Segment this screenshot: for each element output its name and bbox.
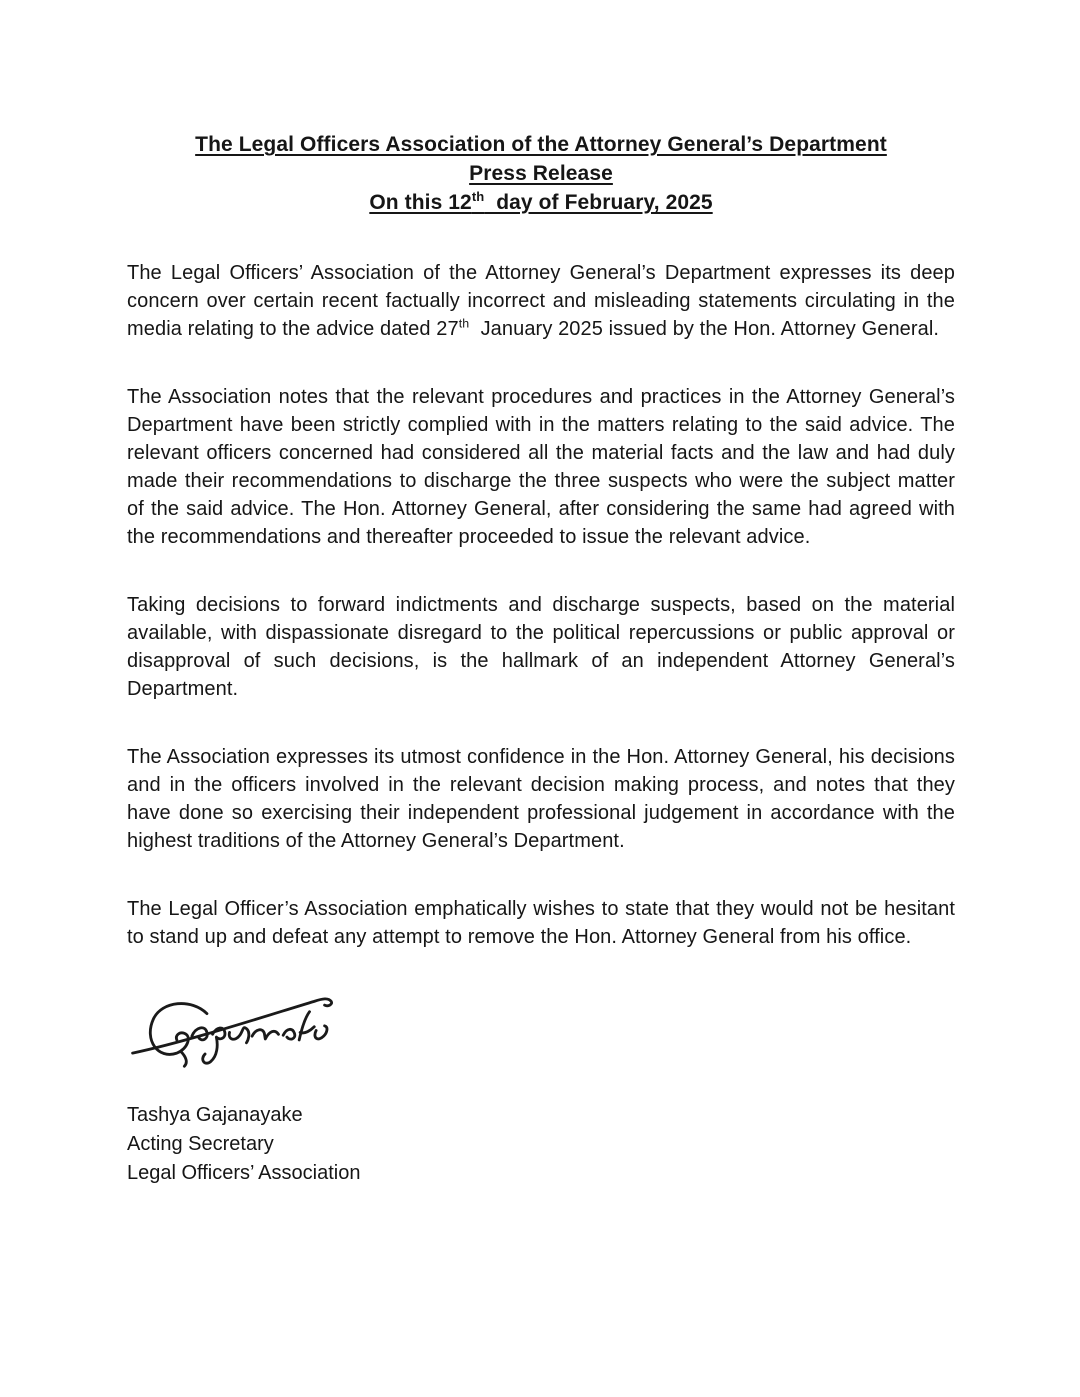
- document-subtitle: [127, 159, 955, 188]
- signature-block: [127, 991, 955, 1188]
- paragraph-1-text-after: January 2025 issued by the Hon. Attorney General.: [469, 318, 940, 340]
- document-date-text: [369, 191, 712, 214]
- paragraph-4: The Association expresses its utmost confidence in the Hon. Attorney General, his decisions and in the officers involved in the relevant decision making process, and notes that they have done so exercising their independent professional judgement in accordance with the highest traditions of the Attorney General’s Department.: [127, 746, 955, 852]
- document-header: [127, 130, 955, 217]
- paragraph-1-text: The Legal Officers’ Association of the Attorney General’s Department expresses its deep concern over certain recent factually incorrect and misleading statements circulating in the media relating to the advice dated 27: [127, 262, 955, 340]
- paragraph-1-ordinal-superscript: th: [458, 316, 470, 331]
- signatory-organization: Legal Officers’ Association: [127, 1162, 361, 1184]
- signatory-details: [127, 1101, 955, 1188]
- document-title-text: The Legal Officers Association of the Attorney General’s Department: [195, 133, 887, 156]
- paragraph-3: Taking decisions to forward indictments and discharge suspects, based on the material available, with dispassionate disregard to the political repercussions or public approval or disapproval of such decisions, is the hallmark of an independent Attorney General’s Department.: [127, 594, 955, 700]
- signatory-name: Tashya Gajanayake: [127, 1104, 303, 1126]
- date-ordinal-superscript: th: [471, 189, 485, 204]
- signatory-title: Acting Secretary: [127, 1133, 274, 1155]
- paragraph-1: [127, 259, 955, 343]
- paragraph-2: The Association notes that the relevant procedures and practices in the Attorney General’s Department have been strictly complied with in the matters relating to the said advice. The relevant officers concerned had considered all the material facts and the law and had duly made their recommendations to discharge the three suspects who were the subject matter of the said advice. The Hon. Attorney General, after considering the same had agreed with the recommendations and thereafter proceeded to issue the relevant advice.: [127, 386, 955, 548]
- document-date-line: [127, 188, 955, 217]
- document-subtitle-text: Press Release: [469, 162, 613, 185]
- paragraph-5: The Legal Officer’s Association emphatically wishes to state that they would not be hesitant to stand up and defeat any attempt to remove the Hon. Attorney General from his office.: [127, 898, 955, 948]
- document-title: [127, 130, 955, 159]
- handwritten-signature: [129, 991, 347, 1071]
- date-prefix: On this 12: [369, 191, 472, 214]
- date-suffix: day of February, 2025: [484, 191, 713, 214]
